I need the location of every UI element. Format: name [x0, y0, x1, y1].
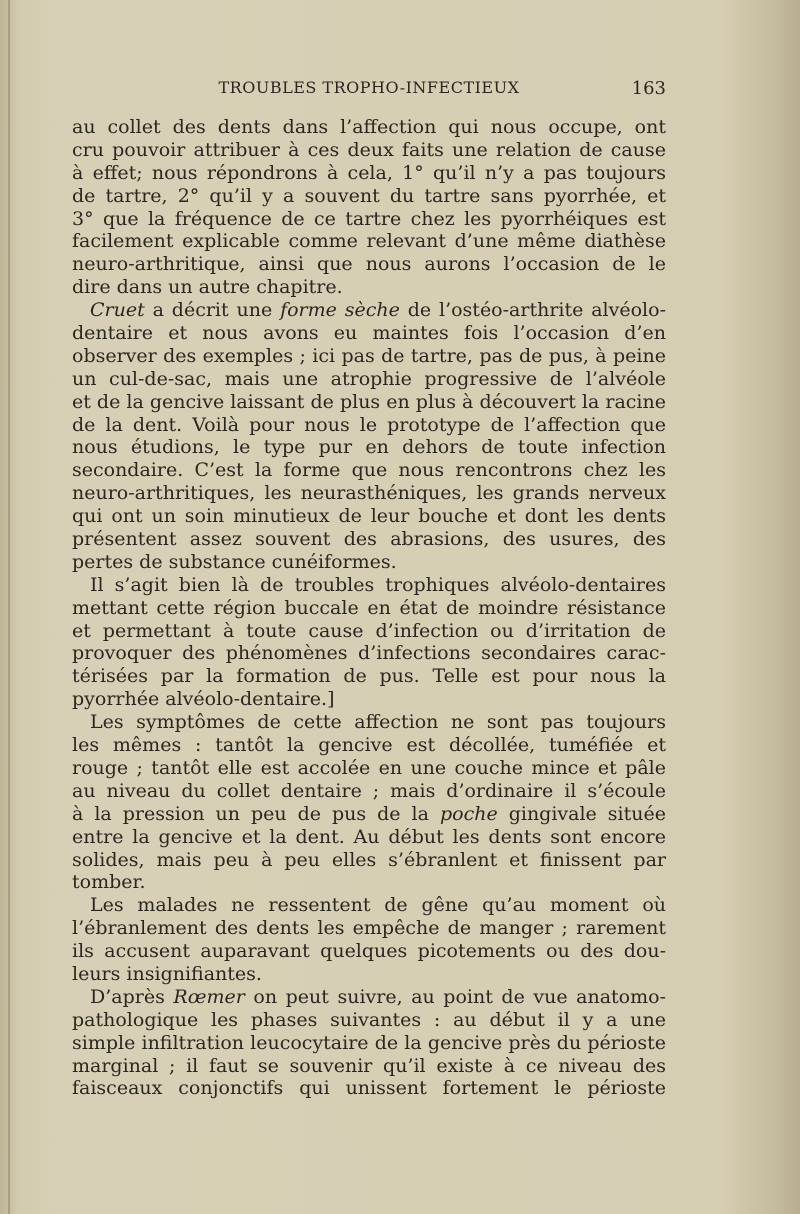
italic-text: poche: [439, 802, 498, 825]
text-line: [72, 208, 666, 231]
page-number: 163: [631, 78, 666, 99]
text-line: [72, 986, 666, 1009]
italic-text: Cruet: [90, 299, 145, 322]
text-line: [72, 230, 666, 253]
text-segment: mettant cette région buccale en état de moindre résistance: [72, 596, 666, 619]
text-segment: à la pression un peu de pus de la: [72, 802, 440, 825]
text-segment: neuro-arthritiques, les neurasthéniques, les grands nerveux: [72, 482, 666, 505]
text-segment: pathologique les phases suivantes : au début il y a une: [72, 1008, 666, 1031]
text-segment: un cul-de-sac, mais une atrophie progressive de l’alvéole: [72, 367, 666, 390]
text-segment: les mêmes : tantôt la gencive est décollée, tuméfiée et: [72, 734, 666, 757]
text-segment: rouge ; tantôt elle est accolée en une couche mince et pâle: [72, 756, 666, 779]
text-line: [72, 849, 666, 872]
text-segment: facilement explicable comme relevant d’une même diathèse: [72, 230, 666, 253]
text-line: [72, 1077, 666, 1100]
text-line: [72, 1009, 666, 1032]
text-segment: faisceaux conjonctifs qui unissent fortement le périoste: [72, 1077, 666, 1100]
text-line: [72, 894, 666, 917]
text-segment: térisées par la formation de pus. Telle est pour nous la: [72, 665, 666, 688]
text-segment: tomber.: [72, 871, 146, 894]
text-line: [72, 734, 666, 757]
text-segment: observer des exemples ; ici pas de tartre, pas de pus, à peine: [72, 344, 666, 367]
text-segment: gingivale située: [497, 802, 666, 825]
binding-gutter: [8, 0, 10, 1214]
text-segment: dentaire et nous avons eu maintes fois l’occasion d’en: [72, 322, 666, 345]
text-line: [72, 528, 666, 551]
text-line: [72, 185, 666, 208]
text-line: [72, 482, 666, 505]
text-line: [72, 665, 666, 688]
text-segment: Les malades ne ressentent de gêne qu’au moment où: [90, 894, 666, 917]
text-segment: Les symptômes de cette affection ne sont pas toujours: [90, 711, 666, 734]
text-line: [72, 917, 666, 940]
text-line: [72, 711, 666, 734]
text-line: [72, 780, 666, 803]
text-segment: marginal ; il faut se souvenir qu’il existe à ce niveau des: [72, 1054, 666, 1077]
text-line: [72, 620, 666, 643]
italic-text: forme sèche: [280, 299, 400, 322]
text-line: [72, 826, 666, 849]
text-line: [72, 368, 666, 391]
text-segment: on peut suivre, au point de vue anatomo-: [244, 985, 666, 1008]
text-segment: provoquer des phénomènes d’infections secondaires carac-: [72, 642, 666, 665]
running-title: TROUBLES TROPHO-INFECTIEUX: [218, 78, 520, 97]
text-line: [72, 391, 666, 414]
text-line: [72, 574, 666, 597]
text-segment: secondaire. C’est la forme que nous rencontrons chez les: [72, 459, 666, 482]
text-line: [72, 116, 666, 139]
text-segment: ils accusent auparavant quelques picotements ou des dou-: [72, 940, 666, 963]
italic-text: Rœmer: [173, 985, 245, 1008]
text-segment: de tartre, 2° qu’il y a souvent du tartre sans pyorrhée, et: [72, 184, 666, 207]
text-line: [72, 597, 666, 620]
text-line: [72, 139, 666, 162]
text-segment: solides, mais peu à peu elles s’ébranlent et finissent par: [72, 848, 666, 871]
text-line: [72, 322, 666, 345]
text-segment: et de la gencive laissant de plus en plus à découvert la racine: [72, 390, 666, 413]
text-segment: et permettant à toute cause d’infection ou d’irritation de: [72, 619, 666, 642]
text-line: [72, 162, 666, 185]
text-segment: cru pouvoir attribuer à ces deux faits une relation de cause: [72, 138, 666, 161]
text-segment: nous étudions, le type pur en dehors de toute infection: [72, 436, 666, 459]
text-segment: de la dent. Voilà pour nous le prototype de l’affection que: [72, 413, 666, 436]
text-segment: Il s’agit bien là de troubles trophiques alvéolo-dentaires: [90, 573, 666, 596]
text-line: [72, 1032, 666, 1055]
text-line: [72, 345, 666, 368]
text-line: [72, 940, 666, 963]
text-line: [72, 299, 666, 322]
text-line: [72, 963, 666, 986]
text-segment: a décrit une: [144, 299, 281, 322]
text-line: [72, 414, 666, 437]
text-line: [72, 551, 666, 574]
text-line: [72, 505, 666, 528]
text-segment: qui ont un soin minutieux de leur bouche et dont les dents: [72, 505, 666, 528]
text-line: [72, 436, 666, 459]
body-text: [72, 116, 666, 1100]
text-line: [72, 757, 666, 780]
page-header: [72, 78, 666, 102]
text-segment: leurs insignifiantes.: [72, 962, 262, 985]
text-line: [72, 642, 666, 665]
text-line: [72, 688, 666, 711]
text-segment: pyorrhée alvéolo-dentaire.]: [72, 688, 335, 711]
text-segment: pertes de substance cunéiformes.: [72, 550, 397, 573]
text-line: [72, 459, 666, 482]
text-line: [72, 253, 666, 276]
text-segment: D’après: [90, 985, 174, 1008]
text-line: [72, 276, 666, 299]
text-segment: l’ébranlement des dents les empêche de manger ; rarement: [72, 917, 666, 940]
text-segment: dire dans un autre chapitre.: [72, 276, 343, 299]
text-line: [72, 1055, 666, 1078]
text-segment: simple infiltration leucocytaire de la gencive près du périoste: [72, 1031, 666, 1054]
text-segment: entre la gencive et la dent. Au début les dents sont encore: [72, 825, 666, 848]
text-segment: neuro-arthritique, ainsi que nous aurons l’occasion de le: [72, 253, 666, 276]
text-segment: présentent assez souvent des abrasions, des usures, des: [72, 528, 666, 551]
text-segment: à effet; nous répondrons à cela, 1° qu’il n’y a pas toujours: [72, 161, 666, 184]
text-line: [72, 803, 666, 826]
text-segment: de l’ostéo-arthrite alvéolo-: [399, 299, 666, 322]
text-segment: 3° que la fréquence de ce tartre chez les pyorrhéiques est: [72, 207, 666, 230]
text-segment: au collet des dents dans l’affection qui nous occupe, ont: [72, 116, 666, 138]
text-line: [72, 871, 666, 894]
text-segment: au niveau du collet dentaire ; mais d’ordinaire il s’écoule: [72, 779, 666, 802]
